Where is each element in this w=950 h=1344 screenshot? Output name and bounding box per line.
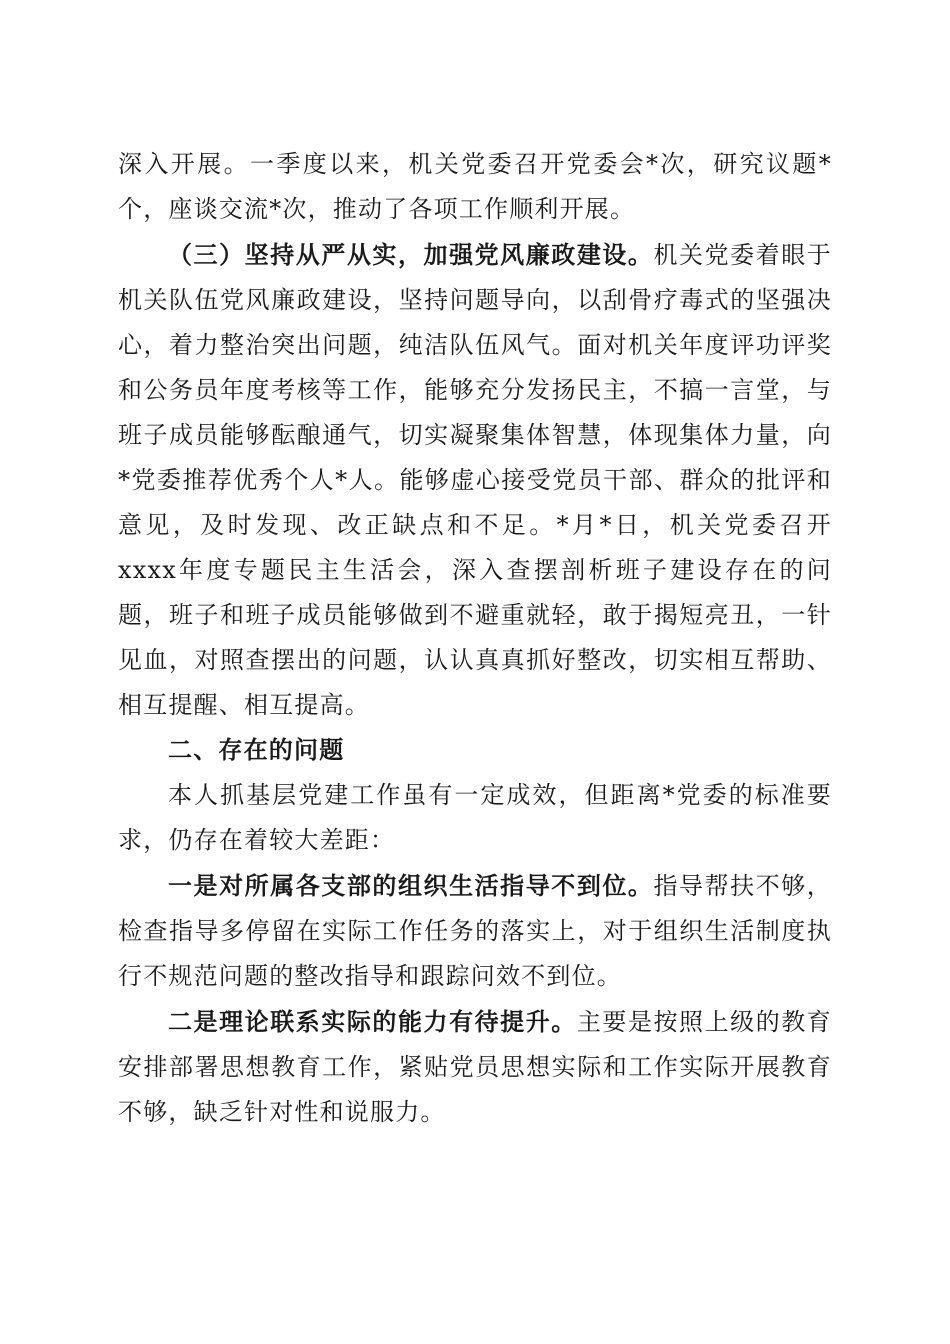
paragraph-intro-problems (118, 773, 832, 863)
paragraph-continuation (118, 142, 832, 232)
document-body (118, 142, 832, 1135)
paragraph-text: 本人抓基层党建工作虽有一定成效，但距离*党委的标准要求，仍存在着较大差距： (118, 781, 832, 854)
problem-two-lead: 二是理论联系实际的能力有待提升。 (168, 1007, 577, 1036)
paragraph-text: 深入开展。一季度以来，机关党委召开党委会*次，研究议题*个，座谈交流*次，推动了各项工作顺利开展。 (118, 150, 832, 223)
problem-one-lead: 一是对所属各支部的组织生活指导不到位。 (168, 871, 654, 900)
paragraph-problem-one (118, 863, 832, 999)
section-heading-problems: 二、存在的问题 (168, 736, 345, 764)
paragraph-text: 指导帮扶不够，检查指导多停留在实际工作任务的落实上，对于组织生活制度执行不规范问题的整改指导和跟踪问效不到位。 (118, 872, 832, 990)
section-lead-heading: （三）坚持从严从实，加强党风廉政建设。 (168, 240, 654, 269)
paragraph-problem-two (118, 999, 832, 1135)
paragraph-text: 主要是按照上级的教育安排部署思想教育工作，紧贴党员思想实际和工作实际开展教育不够，缺乏针对性和说服力。 (118, 1008, 833, 1126)
paragraph-text: 机关党委着眼于机关队伍党风廉政建设，坚持问题导向，以刮骨疗毒式的坚强决心，着力整治突出问题，纯洁队伍风气。面对机关年度评功评奖和公务员年度考核等工作，能够充分发扬民主，不搞一言堂，与班子成员能够酝酿通气，切实凝聚集体智慧，体现集体力量，向*党委推荐优秀个人*人。能够虚心接受党员干部、群众的批评和意见，及时发现、改正缺点和不足。*月*日，机关党委召开xxxx年度专题民主生活会，深入查摆剖析班子建设存在的问题，班子和班子成员能够做到不避重就轻，敢于揭短亮丑，一针见血，对照查摆出的问题，认认真真抓好整改，切实相互帮助、相互提醒、相互提高。 (118, 241, 832, 719)
paragraph-section-three (118, 232, 832, 728)
